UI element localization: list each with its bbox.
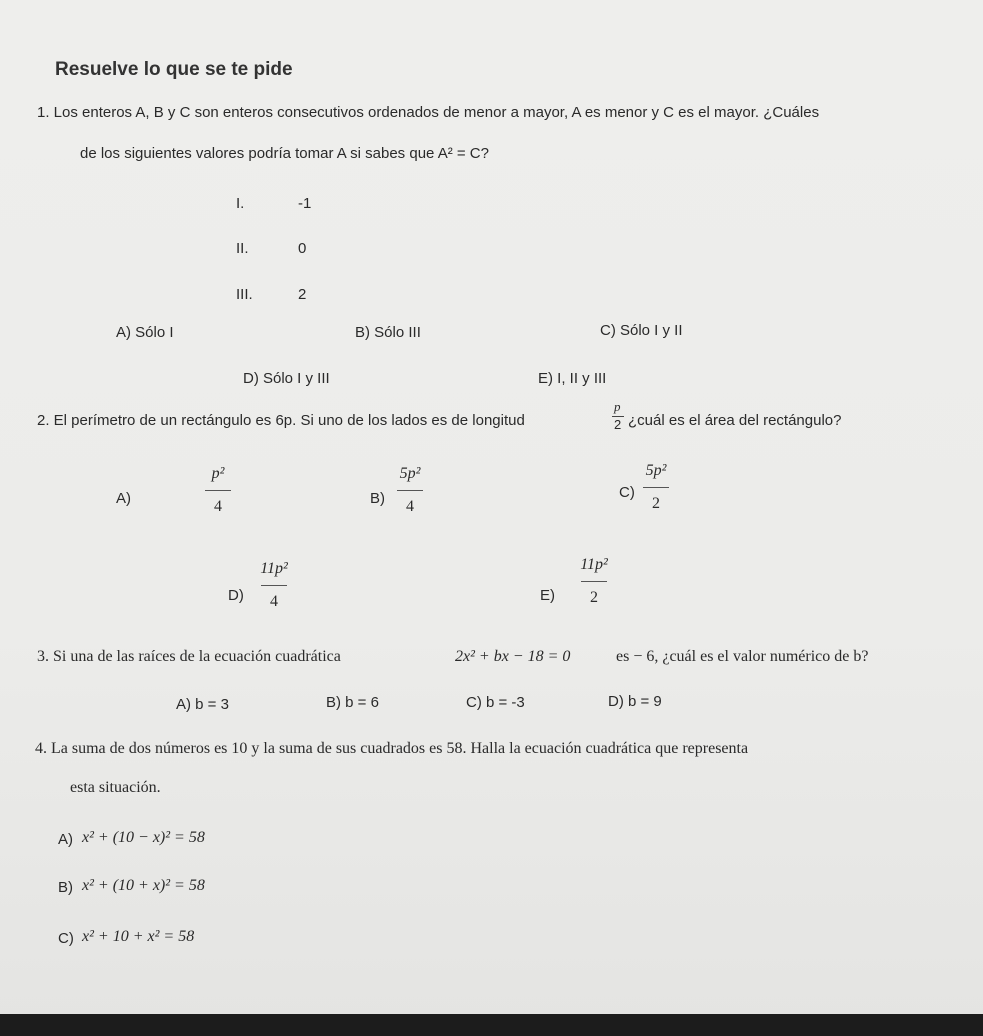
- q1-option-d[interactable]: D) Sólo I y III: [243, 370, 330, 387]
- fraction-denominator: 2: [652, 495, 660, 512]
- q2-text-after: ¿cuál es el área del rectángulo?: [628, 412, 842, 429]
- fraction-numerator: 5p²: [399, 465, 421, 482]
- q3-option-c[interactable]: C) b = -3: [466, 694, 525, 711]
- page-title: Resuelve lo que se te pide: [55, 59, 293, 80]
- q4-option-letter[interactable]: C): [58, 930, 74, 947]
- q3-option-d[interactable]: D) b = 9: [608, 693, 662, 710]
- q4-option-a-expression[interactable]: x² + (10 − x)² = 58: [82, 829, 205, 846]
- fraction-numerator: 11p²: [260, 560, 288, 577]
- q4-text-line1: 4. La suma de dos números es 10 y la suma de sus cuadrados es 58. Halla la ecuación cuadrática que representa: [35, 740, 749, 757]
- q2-option-letter[interactable]: B): [370, 490, 385, 507]
- fraction-denominator: 4: [214, 498, 222, 515]
- q2-option-c-fraction[interactable]: [632, 462, 680, 513]
- q2-option-e-fraction[interactable]: [566, 556, 622, 607]
- q3-equation: 2x² + bx − 18 = 0: [455, 648, 571, 665]
- q1-option-c[interactable]: C) Sólo I y II: [600, 322, 683, 339]
- page-bottom-shadow: [0, 1014, 983, 1036]
- q1-item-roman: II.: [236, 240, 249, 257]
- fraction-numerator: 5p²: [645, 462, 667, 479]
- fraction-denominator: 2: [590, 589, 598, 606]
- q2-text-before: 2. El perímetro de un rectángulo es 6p. Si uno de los lados es de longitud: [37, 412, 525, 429]
- q4-option-c-expression[interactable]: x² + 10 + x² = 58: [82, 928, 195, 945]
- q4-option-letter[interactable]: A): [58, 831, 73, 848]
- fraction-bar: [643, 487, 669, 488]
- q1-item-value: 2: [298, 286, 307, 303]
- q3-text-after: es − 6, ¿cuál es el valor numérico de b?: [616, 648, 869, 665]
- q1-item-roman: I.: [236, 195, 245, 212]
- q4-option-b-expression[interactable]: x² + (10 + x)² = 58: [82, 877, 205, 894]
- fraction-numerator: p²: [211, 465, 225, 482]
- fraction-bar: [205, 490, 231, 491]
- q2-option-d-fraction[interactable]: [246, 560, 302, 611]
- fraction-denominator: 4: [270, 593, 278, 610]
- q1-item-value: 0: [298, 240, 307, 257]
- q2-option-a-fraction[interactable]: [196, 465, 240, 516]
- q2-option-letter[interactable]: D): [228, 587, 244, 604]
- q1-text-line2: de los siguientes valores podría tomar A si sabes que A² = C?: [80, 145, 489, 162]
- fraction-bar: [261, 585, 287, 586]
- fraction-denominator: 4: [406, 498, 414, 515]
- fraction-numerator: 11p²: [580, 556, 608, 573]
- q2-option-letter[interactable]: C): [619, 484, 635, 501]
- q2-option-letter[interactable]: A): [116, 490, 131, 507]
- q1-text-line1: 1. Los enteros A, B y C son enteros consecutivos ordenados de menor a mayor, A es menor y C es el mayor. ¿Cuáles: [37, 104, 820, 121]
- q3-option-b[interactable]: B) b = 6: [326, 694, 379, 711]
- q2-fraction-numerator: p: [614, 399, 621, 414]
- q2-option-letter[interactable]: E): [540, 587, 555, 604]
- q1-option-e[interactable]: E) I, II y III: [538, 370, 607, 387]
- q2-option-b-fraction[interactable]: [386, 465, 434, 516]
- q3-text-before: 3. Si una de las raíces de la ecuación cuadrática: [37, 648, 341, 665]
- q3-option-a[interactable]: A) b = 3: [176, 696, 229, 713]
- q4-text-line2: esta situación.: [70, 779, 161, 796]
- q1-item-roman: III.: [236, 286, 253, 303]
- q1-option-a[interactable]: A) Sólo I: [116, 324, 174, 341]
- q2-fraction-denominator: 2: [614, 417, 622, 432]
- fraction-bar: [397, 490, 423, 491]
- q1-item-value: -1: [298, 195, 312, 212]
- q4-option-letter[interactable]: B): [58, 879, 73, 896]
- q1-option-b[interactable]: B) Sólo III: [355, 324, 421, 341]
- fraction-bar: [581, 581, 607, 582]
